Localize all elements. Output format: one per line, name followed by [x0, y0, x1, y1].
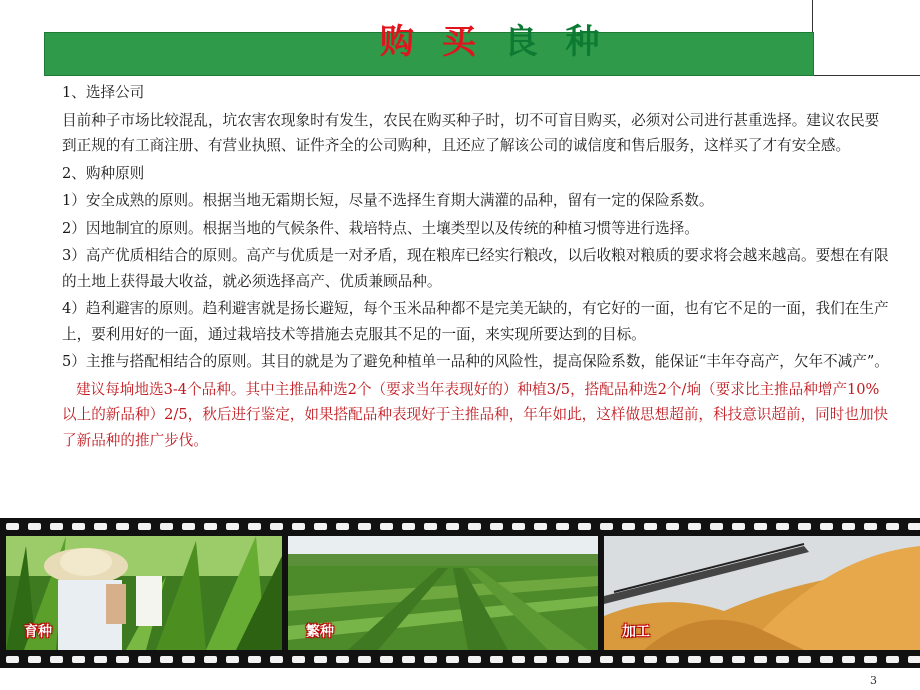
label-processing: 加工 — [622, 624, 650, 640]
film-perforation-hole — [94, 523, 107, 530]
film-perforations-top — [0, 521, 920, 533]
film-perforation-hole — [754, 523, 767, 530]
film-perforation-hole — [204, 656, 217, 663]
film-perforation-hole — [710, 656, 723, 663]
film-perforation-hole — [6, 523, 19, 530]
film-perforation-hole — [270, 523, 283, 530]
film-perforation-hole — [446, 523, 459, 530]
film-perforation-hole — [600, 656, 613, 663]
film-perforation-hole — [358, 656, 371, 663]
film-strip — [0, 518, 920, 668]
film-perforation-hole — [204, 523, 217, 530]
film-perforation-hole — [248, 656, 261, 663]
film-perforation-hole — [512, 523, 525, 530]
film-perforation-hole — [446, 656, 459, 663]
film-perforation-hole — [732, 523, 745, 530]
film-perforation-hole — [182, 656, 195, 663]
body-text — [62, 80, 890, 453]
film-perforation-hole — [182, 523, 195, 530]
photo-propagation — [288, 536, 598, 650]
film-perforation-hole — [270, 656, 283, 663]
film-perforation-hole — [72, 523, 85, 530]
film-perforation-hole — [248, 523, 261, 530]
film-perforation-hole — [842, 656, 855, 663]
recommendation: 建议每垧地选3-4个品种。其中主推品种选2个（要求当年表现好的）种植3/5，搭配品种选2个/垧（要求比主推品种增产10%以上的新品种）2/5，秋后进行鉴定，如果搭配品种表现好于主推品种，年年如此，这样做思想超前，科技意识超前，同时也加快了新品种的推广步伐。 — [62, 380, 889, 449]
film-perforation-hole — [644, 656, 657, 663]
film-perforation-hole — [622, 656, 635, 663]
film-perforation-hole — [72, 656, 85, 663]
film-perforation-hole — [556, 656, 569, 663]
film-perforation-hole — [380, 656, 393, 663]
film-perforation-hole — [600, 523, 613, 530]
page-title — [380, 12, 608, 72]
photo-processing — [604, 536, 920, 650]
header-horizontal-rule — [812, 75, 920, 76]
page-number: 3 — [870, 674, 877, 687]
film-perforation-hole — [820, 656, 833, 663]
title-part-seed: 良 种 — [503, 22, 608, 62]
film-perforation-hole — [820, 523, 833, 530]
film-perforation-hole — [908, 523, 920, 530]
film-perforation-hole — [688, 656, 701, 663]
film-perforation-hole — [358, 523, 371, 530]
film-perforation-hole — [886, 656, 899, 663]
film-perforation-hole — [28, 523, 41, 530]
film-perforation-hole — [666, 656, 679, 663]
film-perforation-hole — [710, 523, 723, 530]
label-propagation: 繁种 — [306, 624, 334, 640]
film-perforation-hole — [798, 523, 811, 530]
film-perforation-hole — [754, 656, 767, 663]
film-perforation-hole — [688, 523, 701, 530]
film-perforation-hole — [292, 656, 305, 663]
film-perforation-hole — [666, 523, 679, 530]
film-perforation-hole — [336, 523, 349, 530]
film-perforation-hole — [138, 523, 151, 530]
film-perforation-hole — [644, 523, 657, 530]
principle-5: 5）主推与搭配相结合的原则。其目的就是为了避免种植单一品种的风险性，提高保险系数，能保证“丰年夺高产，欠年不减产”。 — [62, 353, 889, 370]
film-perforation-hole — [94, 656, 107, 663]
film-perforation-hole — [424, 523, 437, 530]
label-breeding: 育种 — [24, 624, 52, 640]
photo-breeding — [6, 536, 282, 650]
principle-4: 4）趋利避害的原则。趋利避害就是扬长避短，每个玉米品种都不是完美无缺的，有它好的一面，也有它不足的一面，我们在生产上，要利用好的一面，通过栽培技术等措施去克服其不足的一面，来实现所要达到的目标。 — [62, 300, 889, 343]
film-perforation-hole — [226, 656, 239, 663]
film-perforation-hole — [336, 656, 349, 663]
principle-1: 1）安全成熟的原则。根据当地无霜期长短，尽量不选择生育期大满灌的品种，留有一定的保险系数。 — [62, 192, 714, 209]
film-perforation-hole — [578, 656, 591, 663]
film-perforation-hole — [160, 656, 173, 663]
section-1-body: 目前种子市场比较混乱，坑农害农现象时有发生，农民在购买种子时，切不可盲目购买，必须对公司进行甚重选择。建议农民要到正规的有工商注册、有营业执照、证件齐全的公司购种，且还应了解该公司的诚信度和售后服务，这样买了才有安全感。 — [62, 111, 880, 154]
film-perforation-hole — [864, 656, 877, 663]
film-perforation-hole — [842, 523, 855, 530]
film-perforation-hole — [534, 656, 547, 663]
film-perforation-hole — [468, 656, 481, 663]
principle-2: 2）因地制宜的原则。根据当地的气候条件、栽培特点、土壤类型以及传统的种植习惯等进行选择。 — [62, 219, 699, 237]
film-perforation-hole — [226, 523, 239, 530]
film-perforation-hole — [160, 523, 173, 530]
film-perforation-hole — [732, 656, 745, 663]
film-perforation-hole — [776, 523, 789, 530]
film-perforation-hole — [776, 656, 789, 663]
film-perforation-hole — [622, 523, 635, 530]
film-perforation-hole — [864, 523, 877, 530]
film-perforation-hole — [402, 523, 415, 530]
film-perforation-hole — [512, 656, 525, 663]
film-perforation-hole — [116, 656, 129, 663]
film-perforation-hole — [50, 523, 63, 530]
principle-3: 3）高产优质相结合的原则。高产与优质是一对矛盾，现在粮库已经实行粮改，以后收粮对粮质的要求将会越来越高。要想在有限的土地上获得最大收益，就必须选择高产、优质兼顾品种。 — [62, 247, 889, 290]
film-perforation-hole — [402, 656, 415, 663]
film-perforation-hole — [468, 523, 481, 530]
section-2-heading: 2、购种原则 — [62, 164, 145, 182]
film-perforation-hole — [798, 656, 811, 663]
film-perforation-hole — [424, 656, 437, 663]
film-perforation-hole — [886, 523, 899, 530]
title-part-buy: 购 买 — [380, 22, 484, 62]
film-perforation-hole — [490, 523, 503, 530]
film-perforation-hole — [28, 656, 41, 663]
film-perforation-hole — [6, 656, 19, 663]
film-perforation-hole — [380, 523, 393, 530]
film-perforation-hole — [314, 656, 327, 663]
film-perforation-hole — [138, 656, 151, 663]
film-perforation-hole — [116, 523, 129, 530]
film-perforation-hole — [578, 523, 591, 530]
film-perforation-hole — [50, 656, 63, 663]
film-perforations-bottom — [0, 654, 920, 666]
section-1-heading: 1、选择公司 — [62, 84, 145, 101]
film-perforation-hole — [556, 523, 569, 530]
film-perforation-hole — [534, 523, 547, 530]
film-perforation-hole — [908, 656, 920, 663]
film-perforation-hole — [314, 523, 327, 530]
film-perforation-hole — [490, 656, 503, 663]
film-perforation-hole — [292, 523, 305, 530]
